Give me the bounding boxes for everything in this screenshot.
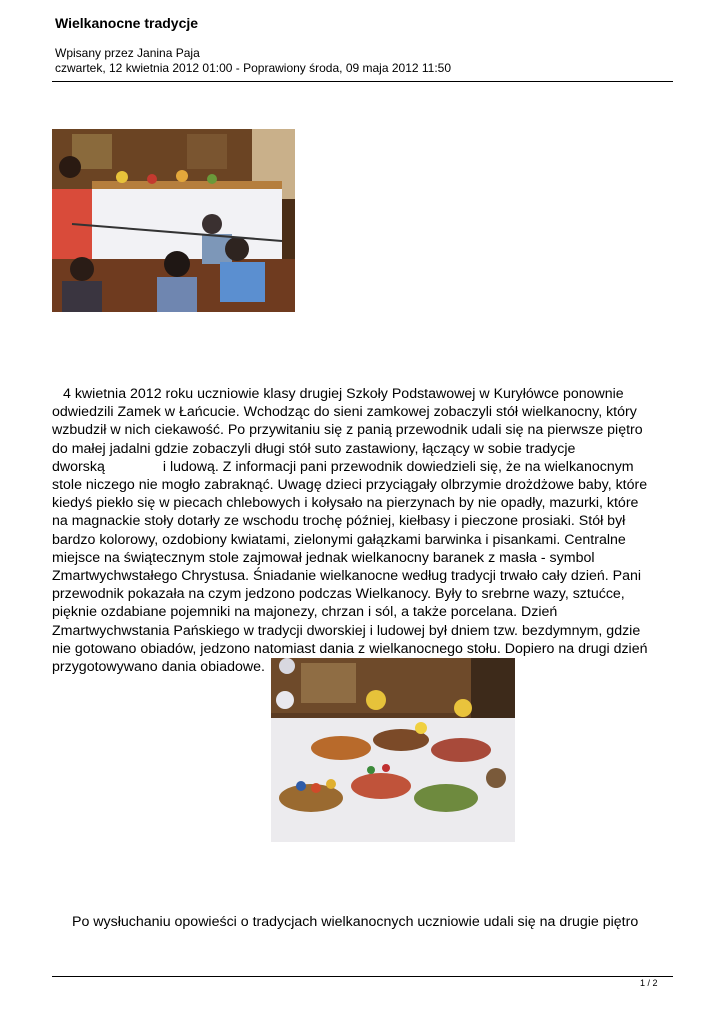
- page-number: 1 / 2: [640, 978, 658, 988]
- article-line: przygotowywano dania obiadowe.: [52, 659, 265, 676]
- article-line: przewodnik pokazała na czym jedzono podczas Wielkanocy. Były to srebrne wazy, sztućce,: [52, 586, 625, 603]
- page-title: Wielkanocne tradycje: [55, 15, 199, 31]
- article-line: i ludową. Z informacji pani przewodnik dowiedzieli się, że na wielkanocnym: [162, 458, 634, 475]
- article-line: Zmartwychwstałego Chrystusa. Śniadanie wielkanocne według tradycji trwało cały dzień. Pani: [52, 568, 642, 585]
- article-line: pięknie ozdabiane pojemniki na majonezy, chrzan i sól, a także porcelana. Dzień: [52, 604, 558, 621]
- article-line: nie gotowano obiadów, jedzono natomiast dania z wielkanocnego stołu. Dopiero na drugi dzień: [52, 640, 648, 657]
- article-meta: [55, 46, 451, 76]
- header-divider: [52, 81, 673, 82]
- article-line: wzbudził w nich ciekawość. Po przywitaniu się z panią przewodnik udali się na pierwsze piętro: [52, 422, 643, 439]
- article-body: [52, 385, 677, 676]
- article-line: do małej jadalni gdzie zobaczyli długi stół suto zastawiony, łączący w sobie tradycje: [52, 440, 576, 457]
- article-line: stole niczego nie mogło zabraknąć. Uwagę dzieci przyciągały olbrzymie drożdżowe baby, które: [52, 477, 648, 494]
- photo-children-at-easter-table: [52, 129, 295, 312]
- article-line: 4 kwietnia 2012 roku uczniowie klasy drugiej Szkoły Podstawowej w Kuryłówce ponownie: [63, 386, 624, 402]
- article-line: dworską: [52, 458, 105, 475]
- footer-divider: [52, 976, 673, 977]
- photo-easter-table-food: [271, 658, 515, 842]
- closing-line: Po wysłuchaniu opowieści o tradycjach wielkanocnych uczniowie udali się na drugie piętro: [72, 914, 639, 930]
- author-line: Wpisany przez Janina Paja: [55, 46, 200, 60]
- article-line: odwiedzili Zamek w Łańcucie. Wchodząc do sieni zamkowej zobaczyli stół wielkanocny, który: [52, 404, 637, 421]
- article-line: na magnackie stoły dotarły ze wschodu trochę później, kiełbasy i pieczone prosiaki. Stół był: [52, 513, 626, 530]
- article-line: bardzo kolorowy, ozdobiony kwiatami, zielonymi gałązkami barwinka i pisankami. Centralne: [52, 531, 626, 548]
- dates-line: czwartek, 12 kwietnia 2012 01:00 - Poprawiony środa, 09 maja 2012 11:50: [55, 61, 452, 75]
- article-line: miejsce na świątecznym stole zajmował jednak wielkanocny baranek z masła - symbol: [52, 549, 595, 566]
- article-line: kiedyś piekło się w piecach chlebowych i kołysało na pierzynach by nie opadły, mazurki, które: [52, 495, 639, 512]
- article-line: Zmartwychwstania Pańskiego w tradycji dworskiej i ludowej był dniem tzw. bezdymnym, gdzie: [52, 622, 641, 639]
